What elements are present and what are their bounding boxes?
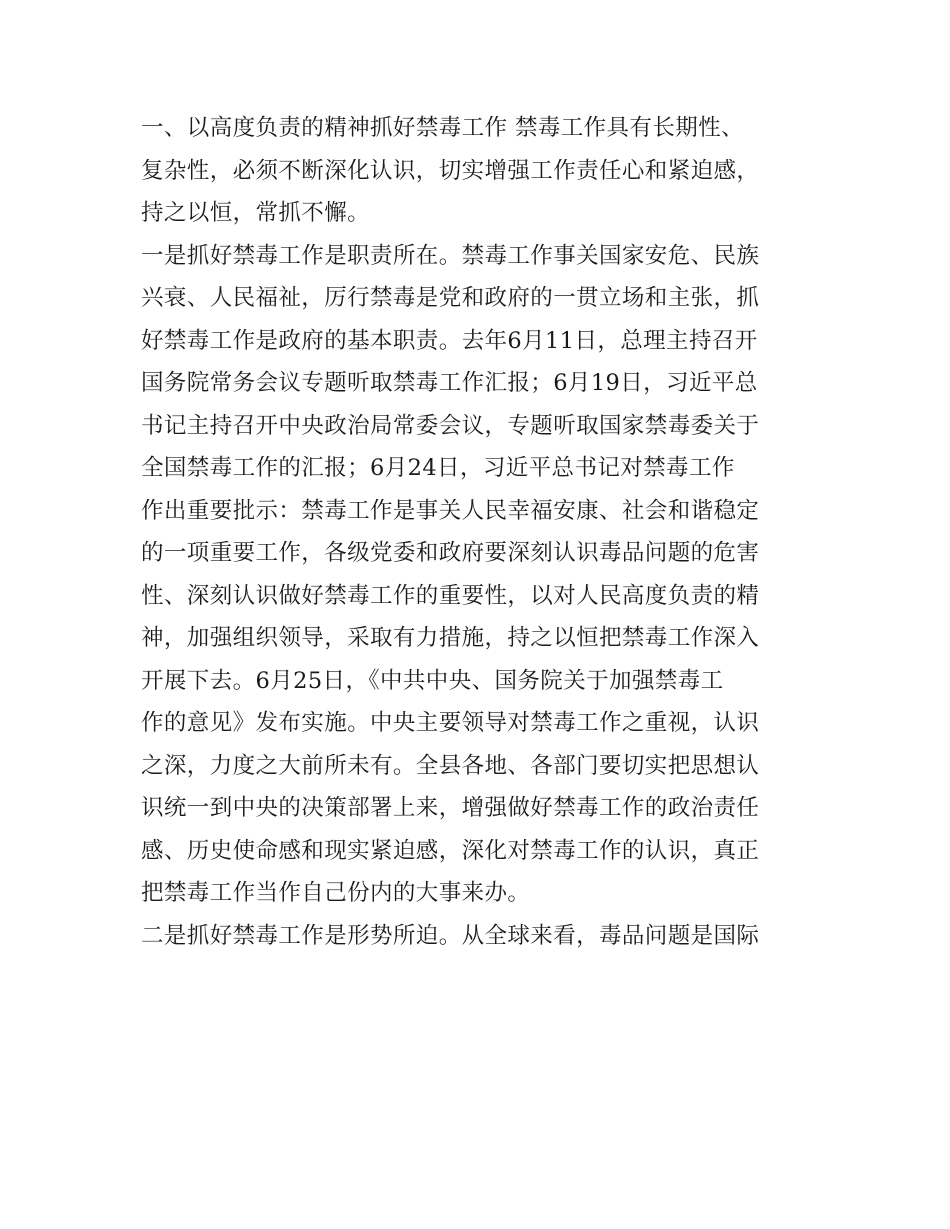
text-line: 好禁毒工作是政府的基本职责。去年6月11日，总理主持召开 [141,327,758,354]
text-line: 之深，力度之大前所未有。全县各地、各部门要切实把思想认 [141,752,760,779]
text-line: 作的意见》发布实施。中央主要领导对禁毒工作之重视，认识 [141,710,760,736]
document-body [141,107,811,957]
text-line: 国务院常务会议专题听取禁毒工作汇报；6月19日，习近平总 [141,370,758,396]
text-line: 识统一到中央的决策部署上来，增强做好禁毒工作的政治责任 [141,795,760,821]
text-line: 书记主持召开中央政治局常委会议，专题听取国家禁毒委关于 [141,412,760,439]
text-line: 二是抓好禁毒工作是形势所迫。从全球来看，毒品问题是国际 [141,922,760,949]
text-line: 兴衰、人民福祉，厉行禁毒是党和政府的一贯立场和主张，抓 [141,285,760,311]
text-line: 作出重要批示：禁毒工作是事关人民幸福安康、社会和谐稳定 [141,497,760,524]
paragraph-1 [141,107,811,235]
text-line: 持之以恒，常抓不懈。 [141,200,371,226]
text-line: 全国禁毒工作的汇报；6月24日，习近平总书记对禁毒工作 [141,455,735,481]
text-line: 神，加强组织领导，采取有力措施，持之以恒把禁毒工作深入 [141,625,760,651]
text-line: 的一项重要工作，各级党委和政府要深刻认识毒品问题的危害 [141,540,760,566]
text-line: 性、深刻认识做好禁毒工作的重要性，以对人民高度负责的精 [141,582,760,609]
text-line: 把禁毒工作当作自己份内的大事来办。 [141,880,531,906]
text-line: 开展下去。6月25日，《中共中央、国务院关于加强禁毒工 [141,667,724,694]
paragraph-2 [141,235,811,915]
text-line: 复杂性，必须不断深化认识，切实增强工作责任心和紧迫感， [141,157,760,184]
paragraph-3 [141,915,811,958]
text-line: 一、以高度负责的精神抓好禁毒工作 禁毒工作具有长期性、 [141,115,744,141]
text-line: 一是抓好禁毒工作是职责所在。禁毒工作事关国家安危、民族 [141,242,760,269]
text-line: 感、历史使命感和现实紧迫感，深化对禁毒工作的认识，真正 [141,837,760,864]
